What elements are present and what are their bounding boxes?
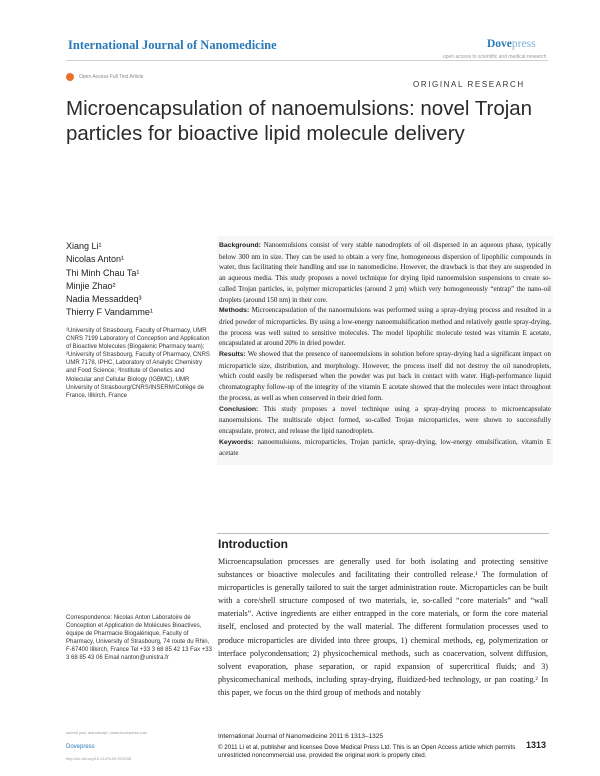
header-divider <box>66 60 548 61</box>
footer-dovepress[interactable]: Dovepress <box>66 744 95 750</box>
author-list <box>66 240 153 320</box>
affiliations: ¹University of Strasbourg, Faculty of Pharmacy, UMR CNRS 7199 Laboratory of Conception and Application of Bioactive Molecules (Biogalenic Pharmacy team); ²University of Strasbourg, Faculty of Pharmacy, CNRS UMR 7178, IPHC, Laboratory of Analytic Chemistry and Food Science; ³Institute of Genetics and Molecular and Cellular Biology (IGBMC), UMR University of Strasbourg/CNRS/INSERM/Collège de France, Illkirch, France <box>66 328 210 399</box>
abstract-methods-label: Methods: <box>219 307 250 315</box>
publisher-logo[interactable] <box>487 38 536 50</box>
open-access-icon <box>66 73 74 81</box>
author[interactable]: Thi Minh Chau Ta¹ <box>66 267 140 278</box>
submit-link[interactable]: submit your manuscript | www.dovepress.com <box>66 730 148 735</box>
correspondence: Correspondence: Nicolas Anton Laboratoire de Conception et Application de Molécules Bioactives, équipe de Pharmacie Biogalénique, Faculty of Pharmacy, University of Strasbourg, 74 route du Rhin, F-67400 Illkirch, France Tel +33 3 68 85 42 13 Fax +33 3 68 85 43 06 Email nanton@unistra.fr <box>66 615 212 662</box>
abstract-box <box>217 236 553 465</box>
article-title: Microencapsulation of nanoemulsions: novel Trojan particles for bioactive lipid molecule delivery <box>66 97 533 145</box>
publisher-tagline: open access to scientific and medical research <box>443 54 547 60</box>
abstract-methods: Microencapsulation of the nanoemulsions was performed using a spray-drying process and resulted in a dried powder of microparticles. By using a low-energy nanoemulsification method and relatively gentle spray-drying, the process was well suited to sensitive molecules. The model lipophilic molecule tested was vitamin E acetate, encapsulated at around 20% in dried powder. <box>219 306 551 348</box>
author[interactable]: Xiang Li¹ <box>66 241 102 251</box>
publisher-main: Dove <box>487 38 512 50</box>
journal-name[interactable]: International Journal of Nanomedicine <box>68 38 277 52</box>
abstract-conclusion-label: Conclusion: <box>219 405 259 413</box>
author[interactable]: Thierry F Vandamme¹ <box>66 307 153 318</box>
keywords: nanoemulsions, microparticles, Trojan particle, spray-drying, low-energy emulsification, vitamin E acetate <box>219 437 551 458</box>
open-access-label: Open Access Full Text Article <box>79 74 144 80</box>
abstract-results-label: Results: <box>219 351 246 359</box>
abstract-background: Nanoemulsions consist of very stable nanodroplets of oil dispersed in an aqueous phase, typically below 300 nm in size. They can be used to obtain a very fine, homogeneous dispersion of lipophilic compounds in water, thus facilitating their handling and use in nanomedicine. However, the drawback is that they are suspended in an aqueous media. This study proposes a novel technique for drying lipid nanoemulsion suspensions to create so-called Trojan particles, ie, polymer microparticles (around 2 μm) which very homogeneously “entrap” the nano-oil droplets (around 150 nm) in their core. <box>219 241 551 304</box>
abstract-conclusion: This study proposes a novel technique using a spray-drying process to microencapsulate nanoemulsions. The multiscale object formed, so-called Trojan microparticles, were shown to successfully encapsulate, protect, and release the lipid nanodroplets. <box>219 404 552 435</box>
abstract-background-label: Background: <box>219 242 261 249</box>
author[interactable]: Nicolas Anton¹ <box>66 254 125 265</box>
intro-paragraph: Microencapsulation processes are generally used for both isolating and protecting sensitive substances or bioactive molecules and facilitating their controlled release.¹ The formulation of microparticles is generally tailored to suit the target administration route. Microparticles can be built with a core/shell structure composed of two materials, ie, so-called “core materials” and “wall materials”. Active ingredients are either entrapped in the core materials, or form the core material itself, enclosed and protected by the wall material. The different formulation processes used to produce microparticles are divided into three groups, 1) chemical methods, eg, polymerization or interface polycondensation; 2) physicochemical methods, such as coacervation, solvent diffusion, solvent evaporation, phase separation, or rapid expansion of supercritical fluids; and 3) physicomechanical methods, including spray-drying, fluidized-bed technology, or pan coating.² In this paper, we focus on the third group of methods and notably <box>218 557 548 697</box>
intro-divider <box>217 533 549 534</box>
abstract-results: We showed that the presence of nanoemulsions in solution before spray-drying had a significant impact on microparticle size, distribution, and morphology. However, the process itself did not destroy the oil nanodroplets, which could easily be redispersed when the powder was put back in contact with water. High-performance liquid chromatography follow-up of the integrity of the vitamin E acetate showed that the molecules were intact throughout the process, as well as when conserved in their dried form. <box>219 350 552 402</box>
intro-heading: Introduction <box>218 537 288 551</box>
keywords-label: Keywords: <box>219 438 254 446</box>
article-type: ORIGINAL RESEARCH <box>413 80 525 89</box>
intro-body <box>218 555 548 699</box>
citation: International Journal of Nanomedicine 2011:6 1313–1325 <box>218 733 384 740</box>
publisher-sub: press <box>511 38 536 50</box>
author[interactable]: Minjie Zhao² <box>66 280 116 291</box>
author[interactable]: Nadia Messaddeq³ <box>66 294 142 305</box>
doi-link[interactable]: http://dx.doi.org/10.2147/IJN.S23033 <box>66 756 132 761</box>
page-number: 1313 <box>526 740 547 750</box>
license: © 2011 Li et al, publisher and licensee Dove Medical Press Ltd. This is an Open Access article which permits unrestricted noncommercial use, provided the original work is properly cited. <box>218 744 516 759</box>
